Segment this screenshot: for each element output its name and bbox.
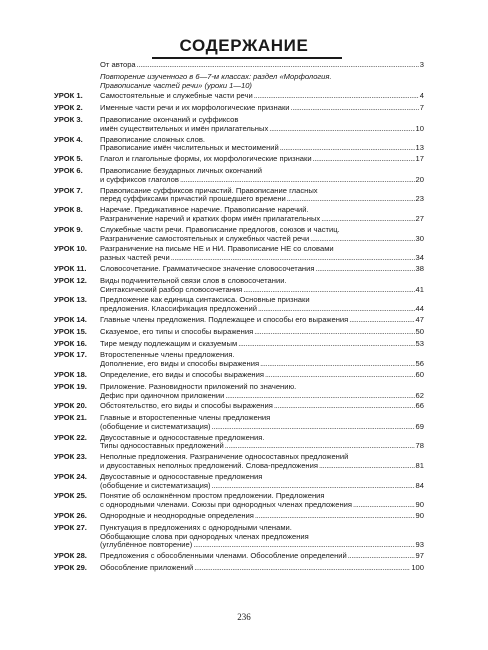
toc-entry-title: Дополнение, его виды и способы выражения: [100, 359, 260, 369]
toc-entry: [54, 277, 424, 295]
toc-entry-title: Виды подчинительной связи слов в словосочетании.: [100, 275, 287, 285]
toc-entry-title: имён существительных и имён прилагательных: [100, 123, 269, 133]
lesson-number: УРОК 6.: [54, 165, 83, 175]
toc-entry: [54, 73, 424, 91]
toc-page-number: 44: [415, 304, 424, 314]
lesson-number: УРОК 3.: [54, 114, 83, 124]
toc-page-number: 3: [419, 60, 424, 69]
toc-entry: [54, 351, 424, 369]
dot-leader: [291, 104, 419, 113]
toc-entry-title: Повторение изученного в 6—7-м классах: раздел «Морфология.: [100, 71, 332, 81]
toc-entry-title: и двусоставных неполных предложений. Слова-предложения: [100, 461, 318, 471]
toc-entry-title: перед суффиксами причастий прошедшего времени: [100, 194, 286, 204]
toc-entry-title: Правописание окончаний и суффиксов: [100, 114, 239, 124]
toc-entry: [54, 316, 424, 325]
page-title: СОДЕРЖАНИЕ: [179, 36, 309, 55]
toc-entry-title: Самостоятельные и служебные части речи: [100, 91, 253, 101]
dot-leader: [321, 215, 414, 224]
lesson-number: [54, 61, 100, 70]
toc-entry: [54, 104, 424, 113]
dot-leader: [255, 512, 415, 521]
toc-page-number: 20: [415, 174, 424, 184]
dot-leader: [315, 265, 414, 274]
dot-leader: [193, 541, 414, 550]
dot-leader: [225, 392, 414, 401]
dot-leader: [137, 61, 419, 70]
toc-entry: [54, 340, 424, 349]
toc-page-number: 4: [419, 91, 424, 101]
toc-entry-title: Обобщающие слова при однородных членах предложения: [100, 531, 309, 541]
toc-entry-title: Правописание частей речи» (уроки 1—10): [100, 80, 252, 90]
lesson-number: УРОК 29.: [54, 563, 87, 573]
dot-leader: [280, 144, 415, 153]
toc-entry-title: Однородные и неоднородные определения: [100, 511, 254, 521]
dot-leader: [225, 442, 415, 451]
toc-entry-title: Понятие об осложнённом простом предложении. Предложения: [100, 491, 325, 501]
lesson-number: УРОК 28.: [54, 551, 87, 561]
dot-leader: [254, 92, 419, 101]
dot-leader: [265, 371, 415, 380]
dot-leader: [212, 423, 415, 432]
dot-leader: [313, 155, 415, 164]
toc-entry: [54, 116, 424, 134]
toc-entry: [54, 473, 424, 491]
toc-entry: [54, 383, 424, 401]
toc-entry: [54, 552, 424, 561]
toc-entry: [54, 453, 424, 471]
toc-entry: [54, 92, 424, 101]
lesson-number: УРОК 12.: [54, 275, 87, 285]
toc-entry-title: Предложение как единица синтаксиса. Основные признаки: [100, 295, 310, 305]
toc-page-number: 41: [415, 284, 424, 294]
toc-entry-title: Правописание безударных личных окончаний: [100, 165, 263, 175]
toc-entry-title: Обособление приложений: [100, 563, 194, 573]
toc-entry-title: Приложение. Разновидности приложений по значению.: [100, 381, 297, 391]
toc-page-number: 100: [411, 563, 424, 573]
toc-page-number: 62: [415, 390, 424, 400]
toc-entry-title: Синтаксический разбор словосочетания: [100, 284, 243, 294]
toc-entry: [54, 328, 424, 337]
lesson-number: УРОК 20.: [54, 401, 87, 411]
lesson-number: УРОК 14.: [54, 314, 87, 324]
toc-page-number: 90: [415, 500, 424, 510]
toc-entry-title: разных частей речи: [100, 253, 170, 263]
toc-entry-title: (обобщение и систематизация): [100, 480, 211, 490]
toc-entry: [54, 155, 424, 164]
dot-leader: [349, 316, 414, 325]
toc-entry-title: Неполные предложения. Разграничение односоставных предложений: [100, 452, 349, 462]
toc-entry-title: Второстепенные члены предложения.: [100, 350, 235, 360]
toc-page-number: 84: [415, 480, 424, 490]
dot-leader: [254, 328, 414, 337]
toc-page-number: 38: [415, 263, 424, 273]
toc-entry: [54, 402, 424, 411]
toc-entry-title: Правописание имён числительных и местоимений: [100, 143, 279, 153]
toc-page-number: 81: [415, 461, 424, 471]
toc-entry-title: Служебные части речи. Правописание предлогов, союзов и частиц.: [100, 224, 340, 234]
dot-leader: [194, 564, 410, 573]
toc-entry-title: Разграничение самостоятельных и служебных частей речи: [100, 233, 310, 243]
dot-leader: [319, 462, 415, 471]
toc-entry-title: Обстоятельство, его виды и способы выражения: [100, 401, 273, 411]
toc-entry-title: Разграничение наречий и кратких форм имён прилагательных: [100, 213, 321, 223]
lesson-number: УРОК 15.: [54, 326, 87, 336]
lesson-number: УРОК 7.: [54, 185, 83, 195]
lesson-number: УРОК 13.: [54, 295, 87, 305]
toc-entry-title: Двусоставные и односоставные предложения: [100, 471, 263, 481]
dot-leader: [310, 235, 414, 244]
toc-entry-title: Тире между подлежащим и сказуемым: [100, 338, 238, 348]
toc-entry-title: Разграничение на письме НЕ и НИ. Правописание НЕ со словами: [100, 244, 334, 254]
dot-leader: [212, 482, 415, 491]
toc-page-number: 30: [415, 233, 424, 243]
toc-entry-title: Главные члены предложения. Подлежащее и способы его выражения: [100, 314, 349, 324]
lesson-number: УРОК 24.: [54, 471, 87, 481]
toc-entry-title: Словосочетание. Грамматическое значение словосочетания: [100, 263, 315, 273]
toc-entry-title: Наречие. Предикативное наречие. Правописание наречий.: [100, 205, 309, 215]
toc-entry: [54, 296, 424, 314]
toc-entry-title: Пунктуация в предложениях с однородными членами.: [100, 522, 292, 532]
toc-entry-title: с однородными членами. Союзы при однородных членах предложения: [100, 500, 353, 510]
toc-page-number: 50: [415, 326, 424, 336]
lesson-number: УРОК 17.: [54, 350, 87, 360]
dot-leader: [180, 176, 415, 185]
toc-entry-title: Главные и второстепенные члены предложения: [100, 413, 271, 423]
toc-entry-title: Предложения с обособленными членами. Обособление определений: [100, 551, 347, 561]
toc-page-number: 78: [415, 441, 424, 451]
toc-entry: [54, 414, 424, 432]
toc-entry-title: (углублённое повторение): [100, 540, 193, 550]
toc-page-number: 53: [415, 338, 424, 348]
toc-page-number: 13: [415, 143, 424, 153]
page-number: 236: [237, 612, 251, 622]
toc-entry-title: Именные части речи и их морфологические признаки: [100, 103, 290, 113]
toc-page-number: 66: [415, 401, 424, 411]
toc-page-number: 56: [415, 359, 424, 369]
toc-page-number: 17: [415, 154, 424, 164]
lesson-number: УРОК 11.: [54, 263, 87, 273]
lesson-number: УРОК 9.: [54, 224, 83, 234]
toc-entry-title: Типы односоставных предложений: [100, 441, 224, 451]
lesson-number: УРОК 23.: [54, 452, 87, 462]
toc-entry-title: (обобщение и систематизация): [100, 421, 211, 431]
toc-entry: [54, 187, 424, 205]
dot-leader: [274, 402, 415, 411]
toc-entry: [54, 512, 424, 521]
toc-entry-title: Определение, его виды и способы выражения: [100, 369, 264, 379]
lesson-number: УРОК 4.: [54, 134, 83, 144]
dot-leader: [348, 552, 415, 561]
toc-entry: [54, 371, 424, 380]
lesson-number: УРОК 2.: [54, 103, 83, 113]
lesson-number: [54, 73, 100, 91]
toc-entry: [54, 61, 424, 70]
toc-page-number: 97: [415, 551, 424, 561]
toc-entry-title: Правописание суффиксов причастий. Правописание гласных: [100, 185, 318, 195]
dot-leader: [353, 501, 415, 510]
dot-leader: [260, 360, 414, 369]
toc-entry-title: Сказуемое, его типы и способы выражения: [100, 326, 254, 336]
dot-leader: [269, 125, 414, 134]
dot-leader: [171, 254, 415, 263]
toc-page-number: 60: [415, 369, 424, 379]
lesson-number: УРОК 1.: [54, 91, 83, 101]
dot-leader: [287, 195, 415, 204]
lesson-number: УРОК 25.: [54, 491, 87, 501]
title-underline: [152, 57, 342, 59]
toc-entry-title: Правописание сложных слов.: [100, 134, 205, 144]
lesson-number: УРОК 5.: [54, 154, 83, 164]
toc-entry: [54, 434, 424, 452]
toc-entry: [54, 492, 424, 510]
toc-entry-title: От автора: [100, 60, 136, 69]
toc-page-number: 34: [415, 253, 424, 263]
toc-entry: [54, 206, 424, 224]
toc-page-number: 10: [415, 123, 424, 133]
toc-entry: [54, 136, 424, 154]
lesson-number: УРОК 10.: [54, 244, 87, 254]
toc-entry: [54, 265, 424, 274]
toc-page-number: 27: [415, 213, 424, 223]
toc-entry-title: Дефис при одиночном приложении: [100, 390, 225, 400]
toc-entry: [54, 564, 424, 573]
table-of-contents: [54, 61, 424, 576]
toc-entry-title: Двусоставные и односоставные предложения.: [100, 432, 265, 442]
lesson-number: УРОК 18.: [54, 369, 87, 379]
toc-entry-title: предложения. Классификация предложений: [100, 304, 257, 314]
lesson-number: УРОК 26.: [54, 511, 87, 521]
toc-page-number: 23: [415, 194, 424, 204]
lesson-number: УРОК 22.: [54, 432, 87, 442]
toc-page-number: 69: [415, 421, 424, 431]
lesson-number: УРОК 8.: [54, 205, 83, 215]
toc-page-number: 90: [415, 511, 424, 521]
toc-entry: [54, 167, 424, 185]
lesson-number: УРОК 16.: [54, 338, 87, 348]
toc-page-number: 93: [415, 540, 424, 550]
dot-leader: [238, 340, 414, 349]
toc-page-number: 47: [415, 314, 424, 324]
toc-entry: [54, 524, 424, 550]
toc-entry-title: Глагол и глагольные формы, их морфологические признаки: [100, 154, 312, 164]
toc-page-number: 7: [419, 103, 424, 113]
lesson-number: УРОК 27.: [54, 522, 87, 532]
toc-entry: [54, 245, 424, 263]
toc-entry-title: и суффиксов глаголов: [100, 174, 179, 184]
dot-leader: [243, 286, 414, 295]
lesson-number: УРОК 21.: [54, 413, 87, 423]
toc-entry: [54, 226, 424, 244]
dot-leader: [258, 305, 415, 314]
lesson-number: УРОК 19.: [54, 381, 87, 391]
